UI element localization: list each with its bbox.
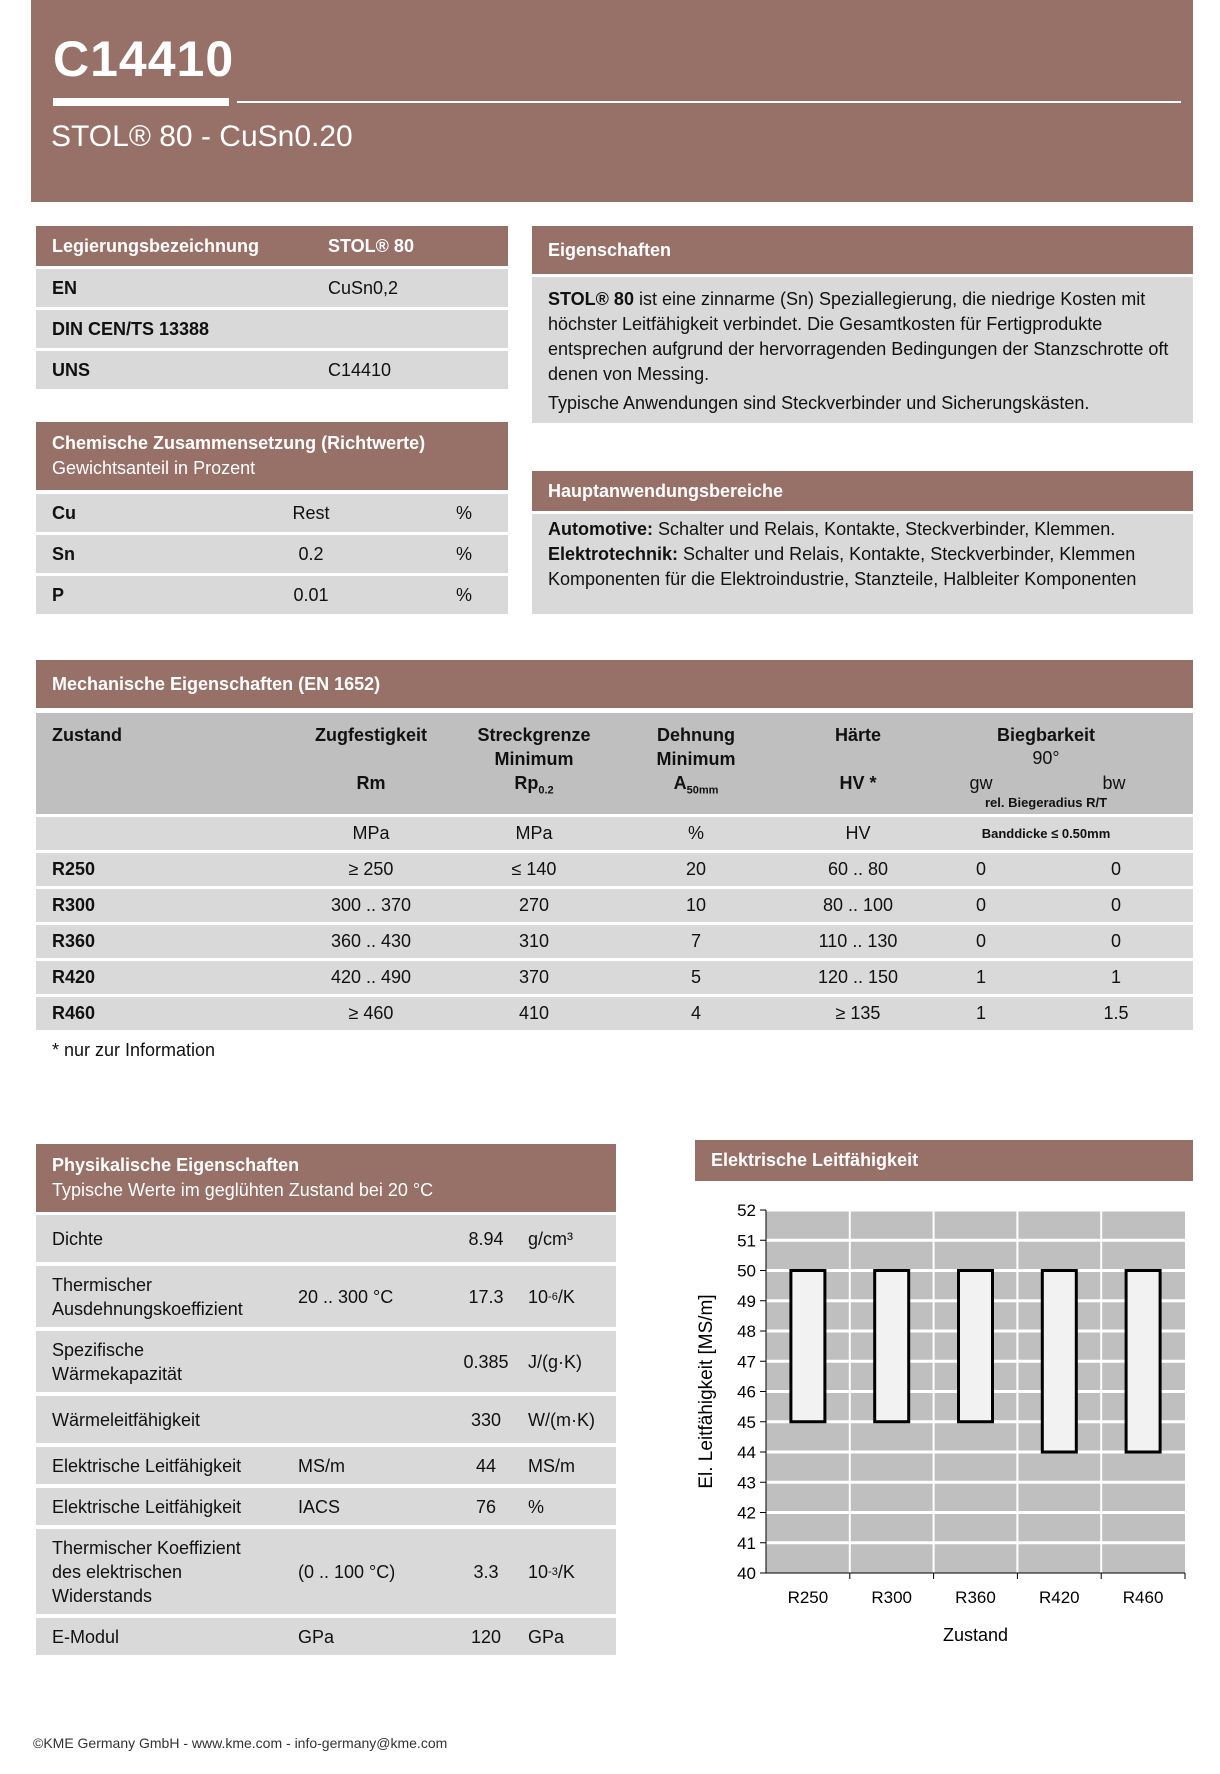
col-biegbarkeit-note: rel. Biegeradius R/T <box>984 795 1108 810</box>
properties-text <box>532 277 1193 423</box>
composition-row <box>36 535 508 573</box>
mechanical-units-row <box>36 817 1193 850</box>
mechanical-column-headers <box>36 713 1193 814</box>
y-tick-label: 47 <box>737 1352 756 1372</box>
designation-label: DIN CEN/TS 13388 <box>52 318 210 339</box>
col-streckgrenze: Streckgrenze <box>477 725 591 745</box>
gw-value: 1 <box>975 967 986 987</box>
col-biegbarkeit-angle: 90° <box>1032 748 1060 768</box>
unit-base: 10 <box>528 1561 549 1582</box>
y-tick-label: 52 <box>737 1201 756 1220</box>
bw-value: 0 <box>1110 895 1121 915</box>
bw-value: 0 <box>1110 859 1121 879</box>
col-bw: bw <box>1102 773 1126 793</box>
haerte: ≥ 135 <box>835 1003 881 1023</box>
range-bar <box>875 1271 909 1422</box>
y-tick-label: 46 <box>737 1382 756 1402</box>
range-bar <box>791 1271 825 1422</box>
col-haerte-symbol: HV * <box>839 773 877 793</box>
y-tick-label: 44 <box>737 1443 756 1462</box>
mechanical-title: Mechanische Eigenschaften (EN 1652) <box>52 673 381 694</box>
mechanical-footnote: * nur zur Information <box>52 1040 216 1060</box>
col-zustand: Zustand <box>52 725 122 745</box>
bw-value: 0 <box>1110 931 1121 951</box>
application-automotive-label: Automotive: <box>548 519 653 539</box>
y-axis-label: El. Leitfähigkeit [MS/m] <box>696 1294 717 1489</box>
property-unit: g/cm³ <box>528 1228 573 1249</box>
chart-title: Elektrische Leitfähigkeit <box>711 1150 919 1170</box>
application-elektrotechnik <box>548 542 1177 592</box>
property-name: Dichte <box>52 1228 104 1249</box>
streckgrenze: 270 <box>518 895 550 915</box>
designation-header-value: STOL® 80 <box>328 235 414 256</box>
element-unit: % <box>456 502 473 523</box>
composition-subtitle: Gewichtsanteil in Prozent <box>52 458 256 478</box>
zustand: R300 <box>52 895 96 915</box>
dehnung: 5 <box>690 967 701 987</box>
physical-subtitle: Typische Werte im geglühten Zustand bei 20 °C <box>52 1180 434 1200</box>
title-underline-thin <box>237 101 1181 103</box>
col-gw: gw <box>969 773 993 793</box>
streck-subscript: 0.2 <box>538 784 554 797</box>
title-underline-thick <box>53 98 229 106</box>
unit-zug: MPa <box>352 823 390 843</box>
zugfestigkeit: 420 .. 490 <box>330 967 412 987</box>
physical-row <box>36 1396 616 1443</box>
dehn-subscript: 50mm <box>686 784 719 797</box>
property-unit: MS/m <box>528 1455 575 1476</box>
properties-applications: Typische Anwendungen sind Steckverbinder und Sicherungskästen. <box>548 393 1090 413</box>
y-tick-label: 40 <box>737 1564 756 1583</box>
property-unit: GPa <box>528 1626 565 1647</box>
physical-row <box>36 1529 616 1614</box>
unit-dehn: % <box>687 823 704 843</box>
property-value: 330 <box>470 1409 502 1430</box>
y-tick-label: 48 <box>737 1322 756 1341</box>
streckgrenze: 370 <box>518 967 550 987</box>
unit-biege: Banddicke ≤ 0.50mm <box>981 826 1111 841</box>
alloy-code: C14410 <box>53 31 235 87</box>
properties-description: ist eine zinnarme (Sn) Speziallegierung, die niedrige Kosten mit höchster Leitfähigkeit verbindet. Die Gesamtkosten für Fertigprodukte entsprechen aufgrund der hervorragenden Bedingungen der Stanzschrotte oft denen von Messing. <box>548 289 1169 384</box>
dehn-symbol: A <box>673 773 687 793</box>
zugfestigkeit: 300 .. 370 <box>330 895 412 915</box>
property-value: 44 <box>475 1455 497 1476</box>
physical-row <box>36 1618 616 1655</box>
col-zugfestigkeit-symbol: Rm <box>356 773 386 793</box>
unit-rest: /K <box>557 1561 575 1582</box>
physical-row <box>36 1447 616 1484</box>
designation-header <box>36 226 508 266</box>
streck-symbol: Rp <box>514 773 539 793</box>
zugfestigkeit: ≥ 250 <box>348 859 394 879</box>
application-elektrotechnik-label: Elektrotechnik: <box>548 544 679 564</box>
col-streckgrenze-min: Minimum <box>494 749 574 769</box>
haerte: 60 .. 80 <box>827 859 889 879</box>
property-value: 3.3 <box>473 1561 499 1582</box>
mechanical-row <box>36 853 1193 886</box>
streckgrenze: 410 <box>518 1003 550 1023</box>
property-name: Thermischer Koeffizient des elektrischen Widerstands <box>52 1537 241 1606</box>
property-condition: GPa <box>298 1626 335 1647</box>
y-tick-label: 51 <box>737 1231 756 1251</box>
property-condition: (0 .. 100 °C) <box>298 1561 396 1582</box>
unit-haerte: HV <box>845 823 871 843</box>
streckgrenze: ≤ 140 <box>511 859 557 879</box>
dehnung: 7 <box>690 931 701 951</box>
physical-row <box>36 1215 616 1262</box>
designation-label: EN <box>52 277 78 298</box>
dehnung: 20 <box>685 859 707 879</box>
physical-row <box>36 1488 616 1525</box>
designation-value: CuSn0,2 <box>328 277 399 298</box>
property-name: Elektrische Leitfähigkeit <box>52 1496 242 1517</box>
properties-paragraph <box>548 287 1177 387</box>
property-condition: MS/m <box>298 1455 345 1476</box>
gw-value: 0 <box>975 895 986 915</box>
property-name: E-Modul <box>52 1626 120 1647</box>
col-biegbarkeit: Biegbarkeit <box>996 725 1096 745</box>
unit-streck: MPa <box>515 823 553 843</box>
streckgrenze: 310 <box>518 931 550 951</box>
x-axis-label: Zustand <box>942 1625 1009 1645</box>
properties-title: Eigenschaften <box>548 239 672 260</box>
col-dehnung: Dehnung <box>657 725 735 745</box>
range-bar <box>959 1271 993 1422</box>
physical-title: Physikalische Eigenschaften <box>52 1155 300 1175</box>
property-name: Thermischer Ausdehnungskoeffizient <box>52 1274 243 1319</box>
property-unit: % <box>528 1496 545 1517</box>
gw-value: 1 <box>975 1003 986 1023</box>
property-value: 17.3 <box>468 1286 504 1307</box>
zustand: R420 <box>52 967 96 987</box>
dehnung: 4 <box>690 1003 701 1023</box>
application-automotive-text: Schalter und Relais, Kontakte, Steckverbinder, Klemmen. <box>653 519 1116 539</box>
unit-base: 10 <box>528 1286 549 1307</box>
property-condition: 20 .. 300 °C <box>298 1286 394 1307</box>
y-tick-label: 41 <box>737 1533 756 1553</box>
property-value: 120 <box>470 1626 502 1647</box>
property-unit: W/(m·K) <box>528 1409 595 1430</box>
property-value: 76 <box>475 1496 497 1517</box>
property-condition: IACS <box>298 1496 341 1517</box>
element-unit: % <box>456 584 473 605</box>
y-tick-label: 49 <box>737 1291 756 1311</box>
zustand: R360 <box>52 931 96 951</box>
zugfestigkeit: ≥ 460 <box>348 1003 394 1023</box>
x-tick-label: R250 <box>787 1588 829 1607</box>
applications-header <box>532 471 1193 511</box>
physical-header <box>36 1144 616 1212</box>
mechanical-row <box>36 961 1193 994</box>
mechanical-header <box>36 660 1193 708</box>
zustand: R250 <box>52 859 96 879</box>
element-name: Cu <box>52 502 76 523</box>
zugfestigkeit: 360 .. 430 <box>330 931 412 951</box>
designation-row <box>36 351 508 389</box>
designation-row <box>36 269 508 307</box>
property-name: Wärmeleitfähigkeit <box>52 1409 201 1430</box>
property-name: Spezifische Wärmekapazität <box>52 1339 183 1384</box>
x-tick-label: R300 <box>871 1588 913 1607</box>
property-name: Elektrische Leitfähigkeit <box>52 1455 242 1476</box>
property-value: 0.385 <box>463 1351 509 1372</box>
y-tick-label: 43 <box>737 1473 756 1493</box>
bw-value: 1.5 <box>1103 1003 1129 1023</box>
range-bar <box>1042 1271 1076 1453</box>
unit-exponent: -6 <box>548 1290 558 1303</box>
haerte: 110 .. 130 <box>818 931 898 951</box>
zustand: R460 <box>52 1003 96 1023</box>
haerte: 120 .. 150 <box>817 967 899 987</box>
composition-row <box>36 576 508 614</box>
x-tick-label: R360 <box>955 1588 996 1607</box>
x-tick-label: R420 <box>1038 1588 1080 1607</box>
element-unit: % <box>456 543 473 564</box>
composition-row <box>36 494 508 532</box>
gw-value: 0 <box>975 859 986 879</box>
property-unit <box>528 1266 575 1327</box>
element-value: 0.01 <box>293 584 329 605</box>
physical-row <box>36 1266 616 1327</box>
gw-value: 0 <box>975 931 986 951</box>
application-elektrotechnik-text: Schalter und Relais, Kontakte, Steckverbinder, Klemmen Komponenten für die Elektroindustrie, Stanzteile, Halbleiter Komponenten <box>548 544 1137 589</box>
y-tick-label: 45 <box>737 1412 756 1432</box>
property-value: 8.94 <box>468 1228 504 1249</box>
property-unit: J/(g·K) <box>528 1351 582 1372</box>
physical-row <box>36 1331 616 1392</box>
y-tick-label: 50 <box>737 1261 756 1281</box>
page-header <box>31 0 1193 202</box>
unit-rest: /K <box>557 1286 575 1307</box>
property-unit <box>528 1529 575 1614</box>
dehnung: 10 <box>685 895 707 915</box>
composition-title: Chemische Zusammensetzung (Richtwerte) <box>52 433 426 453</box>
properties-alloy-name: STOL® 80 <box>548 289 634 309</box>
col-dehnung-min: Minimum <box>656 749 736 769</box>
composition-header <box>36 422 508 490</box>
designation-header-label: Legierungsbezeichnung <box>52 235 260 256</box>
alloy-subtitle: STOL® 80 - CuSn0.20 <box>51 120 353 153</box>
conductivity-chart <box>695 1190 1195 1670</box>
x-tick-label: R460 <box>1122 1588 1164 1607</box>
mechanical-row <box>36 889 1193 922</box>
designation-row <box>36 310 508 348</box>
bw-value: 1 <box>1110 967 1121 987</box>
element-value: Rest <box>292 502 330 523</box>
mechanical-row <box>36 997 1193 1030</box>
application-automotive <box>548 517 1177 542</box>
element-value: 0.2 <box>298 543 324 564</box>
range-bar <box>1126 1271 1160 1453</box>
unit-exponent: -3 <box>548 1565 558 1578</box>
mechanical-row <box>36 925 1193 958</box>
y-tick-label: 42 <box>737 1503 756 1523</box>
applications-text <box>532 514 1193 614</box>
col-haerte: Härte <box>834 725 882 745</box>
designation-value: C14410 <box>328 359 392 380</box>
chart-header <box>695 1140 1193 1181</box>
haerte: 80 .. 100 <box>822 895 894 915</box>
footer: ©KME Germany GmbH - www.kme.com - info-germany@kme.com <box>33 1735 448 1751</box>
element-name: Sn <box>52 543 76 564</box>
element-name: P <box>52 584 65 605</box>
col-zugfestigkeit: Zugfestigkeit <box>314 725 427 745</box>
properties-header <box>532 226 1193 274</box>
designation-label: UNS <box>52 359 91 380</box>
applications-title: Hauptanwendungsbereiche <box>548 480 784 501</box>
